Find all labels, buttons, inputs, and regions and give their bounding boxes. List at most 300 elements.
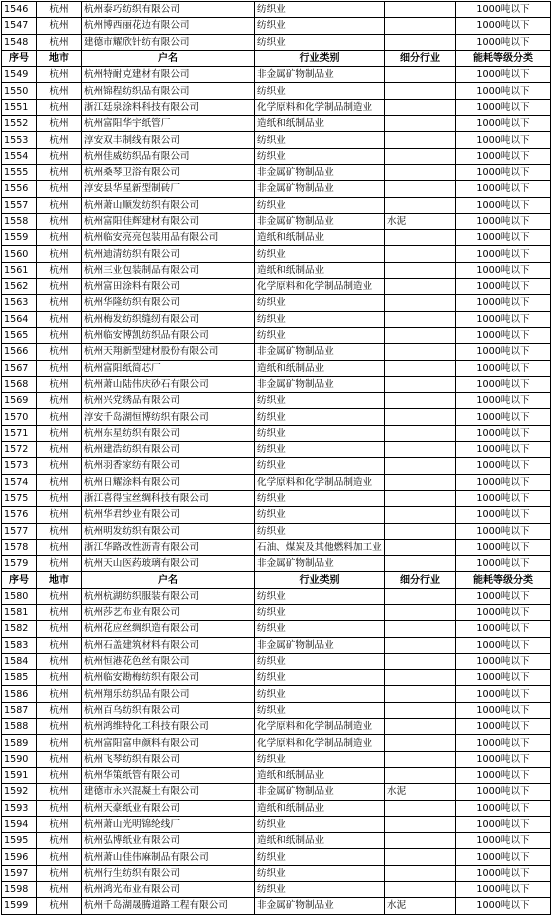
column-header-level: 能耗等级分类 xyxy=(456,50,551,66)
cell-industry: 纺织业 xyxy=(255,751,385,767)
column-header-industry: 行业类别 xyxy=(255,50,385,66)
cell-name: 杭州明发纺织有限公司 xyxy=(82,523,255,539)
cell-city: 杭州 xyxy=(37,784,82,800)
cell-sub xyxy=(385,637,456,653)
cell-name: 杭州日耀涂料有限公司 xyxy=(82,474,255,490)
table-row xyxy=(2,116,551,132)
table-row xyxy=(2,393,551,409)
cell-name: 杭州富阳华宇纸管厂 xyxy=(82,116,255,132)
cell-no: 1596 xyxy=(2,849,37,865)
table-row xyxy=(2,295,551,311)
cell-level: 1000吨以下 xyxy=(456,490,551,506)
cell-sub xyxy=(385,393,456,409)
table-row xyxy=(2,719,551,735)
cell-city: 杭州 xyxy=(37,816,82,832)
cell-sub xyxy=(385,735,456,751)
table-row xyxy=(2,784,551,800)
cell-name: 杭州临安勘梅纺织有限公司 xyxy=(82,670,255,686)
cell-level: 1000吨以下 xyxy=(456,604,551,620)
cell-industry: 纺织业 xyxy=(255,490,385,506)
cell-city: 杭州 xyxy=(37,507,82,523)
cell-industry: 纺织业 xyxy=(255,2,385,18)
cell-sub xyxy=(385,360,456,376)
cell-industry: 纺织业 xyxy=(255,18,385,34)
table-row xyxy=(2,279,551,295)
cell-level: 1000吨以下 xyxy=(456,735,551,751)
cell-level: 1000吨以下 xyxy=(456,719,551,735)
column-header-name: 户名 xyxy=(82,50,255,66)
cell-no: 1598 xyxy=(2,882,37,898)
cell-name: 杭州桑琴卫浴有限公司 xyxy=(82,164,255,180)
cell-no: 1548 xyxy=(2,34,37,50)
cell-industry: 造纸和纸制品业 xyxy=(255,262,385,278)
cell-name: 浙江华路改性沥青有限公司 xyxy=(82,539,255,555)
cell-industry: 纺织业 xyxy=(255,246,385,262)
column-header-sub: 细分行业 xyxy=(385,50,456,66)
cell-sub xyxy=(385,865,456,881)
table-row xyxy=(2,442,551,458)
cell-city: 杭州 xyxy=(37,262,82,278)
table-row xyxy=(2,99,551,115)
cell-city: 杭州 xyxy=(37,637,82,653)
column-header-city: 地市 xyxy=(37,50,82,66)
cell-no: 1595 xyxy=(2,833,37,849)
table-row xyxy=(2,311,551,327)
cell-name: 杭州莎艺布业有限公司 xyxy=(82,604,255,620)
cell-level: 1000吨以下 xyxy=(456,360,551,376)
cell-level: 1000吨以下 xyxy=(456,474,551,490)
cell-level: 1000吨以下 xyxy=(456,425,551,441)
cell-level: 1000吨以下 xyxy=(456,213,551,229)
cell-city: 杭州 xyxy=(37,2,82,18)
column-header-name: 户名 xyxy=(82,572,255,588)
cell-sub xyxy=(385,164,456,180)
cell-no: 1573 xyxy=(2,458,37,474)
cell-name: 杭州临安亮亮包装用品有限公司 xyxy=(82,230,255,246)
cell-no: 1564 xyxy=(2,311,37,327)
cell-city: 杭州 xyxy=(37,376,82,392)
cell-no: 1551 xyxy=(2,99,37,115)
cell-level: 1000吨以下 xyxy=(456,751,551,767)
cell-sub xyxy=(385,653,456,669)
cell-city: 杭州 xyxy=(37,295,82,311)
cell-no: 1560 xyxy=(2,246,37,262)
cell-name: 浙江喜得宝丝绸科技有限公司 xyxy=(82,490,255,506)
cell-industry: 非金属矿物制品业 xyxy=(255,637,385,653)
cell-industry: 纺织业 xyxy=(255,197,385,213)
cell-level: 1000吨以下 xyxy=(456,116,551,132)
cell-no: 1592 xyxy=(2,784,37,800)
cell-no: 1583 xyxy=(2,637,37,653)
cell-sub xyxy=(385,816,456,832)
cell-industry: 纺织业 xyxy=(255,865,385,881)
cell-level: 1000吨以下 xyxy=(456,833,551,849)
cell-level: 1000吨以下 xyxy=(456,556,551,572)
cell-sub xyxy=(385,99,456,115)
cell-industry: 纺织业 xyxy=(255,442,385,458)
cell-no: 1549 xyxy=(2,67,37,83)
cell-industry: 纺织业 xyxy=(255,507,385,523)
cell-sub xyxy=(385,523,456,539)
cell-industry: 非金属矿物制品业 xyxy=(255,556,385,572)
cell-sub xyxy=(385,83,456,99)
cell-sub xyxy=(385,670,456,686)
cell-industry: 造纸和纸制品业 xyxy=(255,360,385,376)
cell-level: 1000吨以下 xyxy=(456,230,551,246)
cell-city: 杭州 xyxy=(37,99,82,115)
cell-sub: 水泥 xyxy=(385,213,456,229)
column-header-level: 能耗等级分类 xyxy=(456,572,551,588)
cell-city: 杭州 xyxy=(37,539,82,555)
cell-level: 1000吨以下 xyxy=(456,523,551,539)
cell-level: 1000吨以下 xyxy=(456,702,551,718)
cell-city: 杭州 xyxy=(37,556,82,572)
column-header-city: 地市 xyxy=(37,572,82,588)
cell-level: 1000吨以下 xyxy=(456,849,551,865)
cell-sub xyxy=(385,262,456,278)
cell-level: 1000吨以下 xyxy=(456,686,551,702)
table-row xyxy=(2,490,551,506)
cell-no: 1566 xyxy=(2,344,37,360)
table-row xyxy=(2,197,551,213)
cell-sub xyxy=(385,833,456,849)
cell-no: 1568 xyxy=(2,376,37,392)
cell-no: 1554 xyxy=(2,148,37,164)
cell-sub xyxy=(385,556,456,572)
cell-industry: 造纸和纸制品业 xyxy=(255,833,385,849)
cell-industry: 非金属矿物制品业 xyxy=(255,181,385,197)
cell-industry: 纺织业 xyxy=(255,702,385,718)
cell-city: 杭州 xyxy=(37,833,82,849)
cell-city: 杭州 xyxy=(37,490,82,506)
table-row xyxy=(2,621,551,637)
cell-no: 1558 xyxy=(2,213,37,229)
cell-name: 杭州天翔新型建材股份有限公司 xyxy=(82,344,255,360)
cell-level: 1000吨以下 xyxy=(456,99,551,115)
cell-industry: 纺织业 xyxy=(255,816,385,832)
table-row xyxy=(2,735,551,751)
cell-level: 1000吨以下 xyxy=(456,197,551,213)
cell-name: 杭州恒港花色丝有限公司 xyxy=(82,653,255,669)
cell-industry: 纺织业 xyxy=(255,34,385,50)
cell-sub xyxy=(385,376,456,392)
cell-industry: 纺织业 xyxy=(255,425,385,441)
cell-industry: 纺织业 xyxy=(255,409,385,425)
cell-industry: 化学原料和化学制品制造业 xyxy=(255,735,385,751)
table-row xyxy=(2,18,551,34)
cell-industry: 纺织业 xyxy=(255,686,385,702)
table-body xyxy=(2,2,551,915)
cell-level: 1000吨以下 xyxy=(456,442,551,458)
cell-sub xyxy=(385,702,456,718)
cell-city: 杭州 xyxy=(37,409,82,425)
table-row xyxy=(2,458,551,474)
cell-sub xyxy=(385,588,456,604)
cell-level: 1000吨以下 xyxy=(456,898,551,914)
cell-no: 1584 xyxy=(2,653,37,669)
cell-name: 杭州华君纱业有限公司 xyxy=(82,507,255,523)
cell-industry: 化学原料和化学制品制造业 xyxy=(255,474,385,490)
cell-name: 杭州天山医药玻璃有限公司 xyxy=(82,556,255,572)
cell-name: 杭州飞琴纺织有限公司 xyxy=(82,751,255,767)
cell-level: 1000吨以下 xyxy=(456,670,551,686)
cell-name: 杭州华策纸管有限公司 xyxy=(82,767,255,783)
cell-level: 1000吨以下 xyxy=(456,882,551,898)
cell-industry: 纺织业 xyxy=(255,849,385,865)
cell-sub xyxy=(385,148,456,164)
cell-industry: 纺织业 xyxy=(255,458,385,474)
table-row xyxy=(2,751,551,767)
cell-sub xyxy=(385,2,456,18)
cell-industry: 纺织业 xyxy=(255,670,385,686)
cell-name: 建德市永兴混凝土有限公司 xyxy=(82,784,255,800)
cell-sub xyxy=(385,409,456,425)
table-row xyxy=(2,474,551,490)
cell-no: 1555 xyxy=(2,164,37,180)
table-row xyxy=(2,327,551,343)
table-row xyxy=(2,539,551,555)
cell-no: 1574 xyxy=(2,474,37,490)
cell-industry: 纺织业 xyxy=(255,621,385,637)
cell-sub: 水泥 xyxy=(385,898,456,914)
cell-name: 杭州千岛湖晟腾道路工程有限公司 xyxy=(82,898,255,914)
table-row xyxy=(2,67,551,83)
cell-sub xyxy=(385,18,456,34)
cell-city: 杭州 xyxy=(37,735,82,751)
cell-city: 杭州 xyxy=(37,279,82,295)
cell-city: 杭州 xyxy=(37,230,82,246)
cell-city: 杭州 xyxy=(37,327,82,343)
cell-industry: 纺织业 xyxy=(255,295,385,311)
cell-city: 杭州 xyxy=(37,164,82,180)
cell-level: 1000吨以下 xyxy=(456,181,551,197)
cell-name: 杭州鸿光布业有限公司 xyxy=(82,882,255,898)
table-row xyxy=(2,181,551,197)
cell-name: 杭州东星纺织有限公司 xyxy=(82,425,255,441)
cell-city: 杭州 xyxy=(37,197,82,213)
cell-sub xyxy=(385,507,456,523)
column-header-sub: 细分行业 xyxy=(385,572,456,588)
cell-city: 杭州 xyxy=(37,751,82,767)
cell-industry: 纺织业 xyxy=(255,148,385,164)
cell-name: 杭州行生纺织有限公司 xyxy=(82,865,255,881)
table-row xyxy=(2,849,551,865)
cell-level: 1000吨以下 xyxy=(456,767,551,783)
cell-city: 杭州 xyxy=(37,653,82,669)
table-row xyxy=(2,409,551,425)
cell-city: 杭州 xyxy=(37,604,82,620)
cell-sub xyxy=(385,882,456,898)
cell-level: 1000吨以下 xyxy=(456,621,551,637)
cell-level: 1000吨以下 xyxy=(456,327,551,343)
cell-level: 1000吨以下 xyxy=(456,279,551,295)
cell-sub xyxy=(385,425,456,441)
cell-sub xyxy=(385,279,456,295)
cell-no: 1586 xyxy=(2,686,37,702)
cell-name: 建德市耀欣针纺有限公司 xyxy=(82,34,255,50)
cell-city: 杭州 xyxy=(37,767,82,783)
cell-no: 1557 xyxy=(2,197,37,213)
cell-no: 1578 xyxy=(2,539,37,555)
cell-city: 杭州 xyxy=(37,882,82,898)
cell-sub xyxy=(385,197,456,213)
cell-sub xyxy=(385,327,456,343)
cell-no: 1589 xyxy=(2,735,37,751)
cell-sub xyxy=(385,621,456,637)
cell-no: 1599 xyxy=(2,898,37,914)
cell-sub xyxy=(385,539,456,555)
cell-level: 1000吨以下 xyxy=(456,458,551,474)
cell-name: 淳安千岛湖恒博纺织有限公司 xyxy=(82,409,255,425)
cell-name: 杭州特耐克建材有限公司 xyxy=(82,67,255,83)
cell-no: 1590 xyxy=(2,751,37,767)
cell-city: 杭州 xyxy=(37,83,82,99)
cell-no: 1576 xyxy=(2,507,37,523)
table-row xyxy=(2,2,551,18)
cell-city: 杭州 xyxy=(37,588,82,604)
cell-level: 1000吨以下 xyxy=(456,376,551,392)
cell-city: 杭州 xyxy=(37,458,82,474)
cell-industry: 纺织业 xyxy=(255,132,385,148)
cell-level: 1000吨以下 xyxy=(456,83,551,99)
cell-level: 1000吨以下 xyxy=(456,34,551,50)
cell-no: 1577 xyxy=(2,523,37,539)
cell-sub xyxy=(385,116,456,132)
cell-city: 杭州 xyxy=(37,523,82,539)
table-row xyxy=(2,83,551,99)
cell-name: 杭州鸿维特化工科技有限公司 xyxy=(82,719,255,735)
cell-level: 1000吨以下 xyxy=(456,246,551,262)
table-row xyxy=(2,767,551,783)
cell-industry: 纺织业 xyxy=(255,882,385,898)
cell-name: 杭州兴党绣品有限公司 xyxy=(82,393,255,409)
cell-level: 1000吨以下 xyxy=(456,148,551,164)
table-header-row xyxy=(2,50,551,66)
table-row xyxy=(2,686,551,702)
cell-no: 1569 xyxy=(2,393,37,409)
cell-name: 杭州富阳纸简芯厂 xyxy=(82,360,255,376)
cell-no: 1588 xyxy=(2,719,37,735)
cell-name: 杭州翔乐纺织品有限公司 xyxy=(82,686,255,702)
table-row xyxy=(2,213,551,229)
table-row xyxy=(2,344,551,360)
table-row xyxy=(2,360,551,376)
cell-sub xyxy=(385,442,456,458)
cell-level: 1000吨以下 xyxy=(456,816,551,832)
cell-industry: 石油、煤炭及其他燃料加工业 xyxy=(255,539,385,555)
table-row xyxy=(2,230,551,246)
table-row xyxy=(2,588,551,604)
table-row xyxy=(2,507,551,523)
cell-city: 杭州 xyxy=(37,132,82,148)
cell-industry: 纺织业 xyxy=(255,604,385,620)
energy-consumption-table xyxy=(1,1,551,915)
cell-name: 杭州梅发纺织缝纫有限公司 xyxy=(82,311,255,327)
cell-sub xyxy=(385,719,456,735)
cell-industry: 化学原料和化学制品制造业 xyxy=(255,279,385,295)
cell-sub xyxy=(385,181,456,197)
cell-name: 杭州杭湖纺织服装有限公司 xyxy=(82,588,255,604)
cell-level: 1000吨以下 xyxy=(456,311,551,327)
table-row xyxy=(2,425,551,441)
cell-name: 杭州羽香家纺有限公司 xyxy=(82,458,255,474)
cell-city: 杭州 xyxy=(37,34,82,50)
cell-no: 1587 xyxy=(2,702,37,718)
cell-name: 杭州萧山陆伟庆砂石有限公司 xyxy=(82,376,255,392)
cell-level: 1000吨以下 xyxy=(456,653,551,669)
cell-no: 1546 xyxy=(2,2,37,18)
cell-no: 1552 xyxy=(2,116,37,132)
cell-city: 杭州 xyxy=(37,344,82,360)
cell-industry: 非金属矿物制品业 xyxy=(255,67,385,83)
cell-level: 1000吨以下 xyxy=(456,132,551,148)
cell-no: 1572 xyxy=(2,442,37,458)
cell-name: 杭州锦程纺织品有限公司 xyxy=(82,83,255,99)
cell-name: 杭州弘博纸业有限公司 xyxy=(82,833,255,849)
cell-level: 1000吨以下 xyxy=(456,539,551,555)
table-row xyxy=(2,670,551,686)
cell-sub xyxy=(385,474,456,490)
cell-city: 杭州 xyxy=(37,311,82,327)
cell-level: 1000吨以下 xyxy=(456,262,551,278)
cell-sub xyxy=(385,490,456,506)
cell-city: 杭州 xyxy=(37,67,82,83)
cell-level: 1000吨以下 xyxy=(456,865,551,881)
cell-name: 杭州百乌纺织有限公司 xyxy=(82,702,255,718)
cell-city: 杭州 xyxy=(37,865,82,881)
cell-name: 杭州富阳富申颜料有限公司 xyxy=(82,735,255,751)
cell-industry: 纺织业 xyxy=(255,327,385,343)
cell-industry: 纺织业 xyxy=(255,83,385,99)
cell-sub xyxy=(385,800,456,816)
table-row xyxy=(2,556,551,572)
cell-sub xyxy=(385,458,456,474)
table-row xyxy=(2,148,551,164)
cell-no: 1585 xyxy=(2,670,37,686)
cell-no: 1561 xyxy=(2,262,37,278)
cell-name: 杭州花应丝绸织造有限公司 xyxy=(82,621,255,637)
cell-sub xyxy=(385,767,456,783)
cell-city: 杭州 xyxy=(37,686,82,702)
cell-city: 杭州 xyxy=(37,181,82,197)
cell-city: 杭州 xyxy=(37,719,82,735)
table-row xyxy=(2,246,551,262)
table-header-row xyxy=(2,572,551,588)
table-row xyxy=(2,376,551,392)
cell-sub xyxy=(385,34,456,50)
cell-city: 杭州 xyxy=(37,849,82,865)
cell-industry: 非金属矿物制品业 xyxy=(255,344,385,360)
cell-no: 1593 xyxy=(2,800,37,816)
cell-name: 淳安县华星新型制砖厂 xyxy=(82,181,255,197)
cell-sub xyxy=(385,230,456,246)
cell-industry: 造纸和纸制品业 xyxy=(255,767,385,783)
cell-level: 1000吨以下 xyxy=(456,164,551,180)
cell-sub xyxy=(385,686,456,702)
cell-no: 1553 xyxy=(2,132,37,148)
cell-name: 杭州华隆纺织有限公司 xyxy=(82,295,255,311)
cell-sub: 水泥 xyxy=(385,784,456,800)
cell-name: 杭州富阳佳辉建材有限公司 xyxy=(82,213,255,229)
cell-no: 1575 xyxy=(2,490,37,506)
cell-sub xyxy=(385,751,456,767)
cell-name: 淳安双丰制线有限公司 xyxy=(82,132,255,148)
cell-name: 杭州迪清纺织有限公司 xyxy=(82,246,255,262)
cell-city: 杭州 xyxy=(37,246,82,262)
cell-industry: 非金属矿物制品业 xyxy=(255,213,385,229)
cell-name: 杭州佳威纺织品有限公司 xyxy=(82,148,255,164)
table-row xyxy=(2,816,551,832)
